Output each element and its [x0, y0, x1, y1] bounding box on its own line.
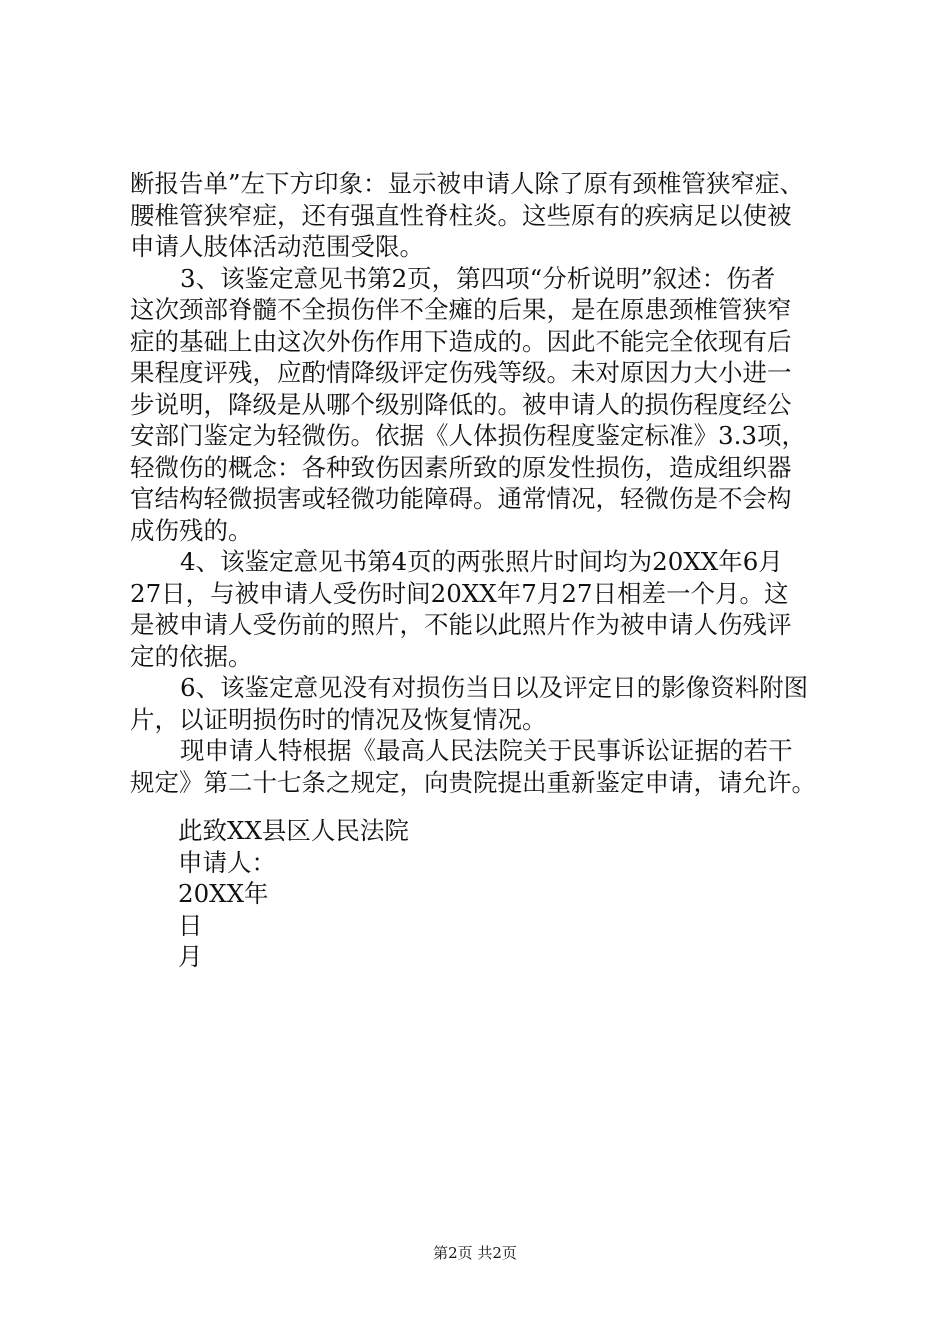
- body-line: 果程度评残，应酌情降级评定伤残等级。未对原因力大小进一: [130, 358, 792, 387]
- body-line: 片，以证明损伤时的情况及恢复情况。: [130, 704, 547, 734]
- date-day: 日: [178, 910, 203, 940]
- body-line: 断报告单”左下方印象：显示被申请人除了原有颈椎管狭窄症、: [130, 169, 805, 198]
- body-line: 是被申请人受伤前的照片，不能以此照片作为被申请人伤残评: [130, 610, 792, 639]
- applicant-label: 申请人：: [178, 847, 276, 877]
- addressee: 此致XX县区人民法院: [178, 816, 409, 845]
- body-line: 这次颈部脊髓不全损伤伴不全瘫的后果，是在原患颈椎管狭窄: [130, 295, 792, 324]
- body-line: 成伤残的。: [130, 515, 253, 545]
- body-line: 腰椎管狭窄症，还有强直性脊柱炎。这些原有的疾病足以使被: [130, 200, 792, 230]
- body-line: 安部门鉴定为轻微伤。依据《人体损伤程度鉴定标准》3.3项，: [130, 421, 806, 450]
- body-line: 规定》第二十七条之规定，向贵院提出重新鉴定申请，请允许。: [130, 767, 816, 797]
- body-line: 轻微伤的概念：各种致伤因素所致的原发性损伤，造成组织器: [130, 452, 792, 482]
- date-year: 20XX年: [178, 879, 269, 908]
- body-line: 27日，与被申请人受伤时间20XX年7月27日相差一个月。这: [130, 578, 789, 608]
- body-line: 步说明，降级是从哪个级别降低的。被申请人的损伤程度经公: [130, 389, 792, 419]
- body-line: 症的基础上由这次外伤作用下造成的。因此不能完全依现有后: [130, 326, 792, 356]
- request-paragraph-start: 现申请人特根据《最高人民法院关于民事诉讼证据的若干: [180, 736, 793, 765]
- body-line: 定的依据。: [130, 641, 253, 671]
- paragraph-4-start: 4、该鉴定意见书第4页的两张照片时间均为20XX年6月: [180, 547, 783, 576]
- document-body: [130, 168, 860, 798]
- date-month: 月: [178, 942, 203, 971]
- closing-block: [178, 815, 409, 973]
- body-line: 申请人肢体活动范围受限。: [130, 232, 424, 261]
- page-number-footer: 第2页 共2页: [433, 1244, 517, 1262]
- body-line: 官结构轻微损害或轻微功能障碍。通常情况，轻微伤是不会构: [130, 484, 792, 513]
- paragraph-3-start: 3、该鉴定意见书第2页，第四项“分析说明”叙述：伤者: [180, 263, 776, 293]
- paragraph-6-start: 6、该鉴定意见没有对损伤当日以及评定日的影像资料附图: [180, 673, 809, 702]
